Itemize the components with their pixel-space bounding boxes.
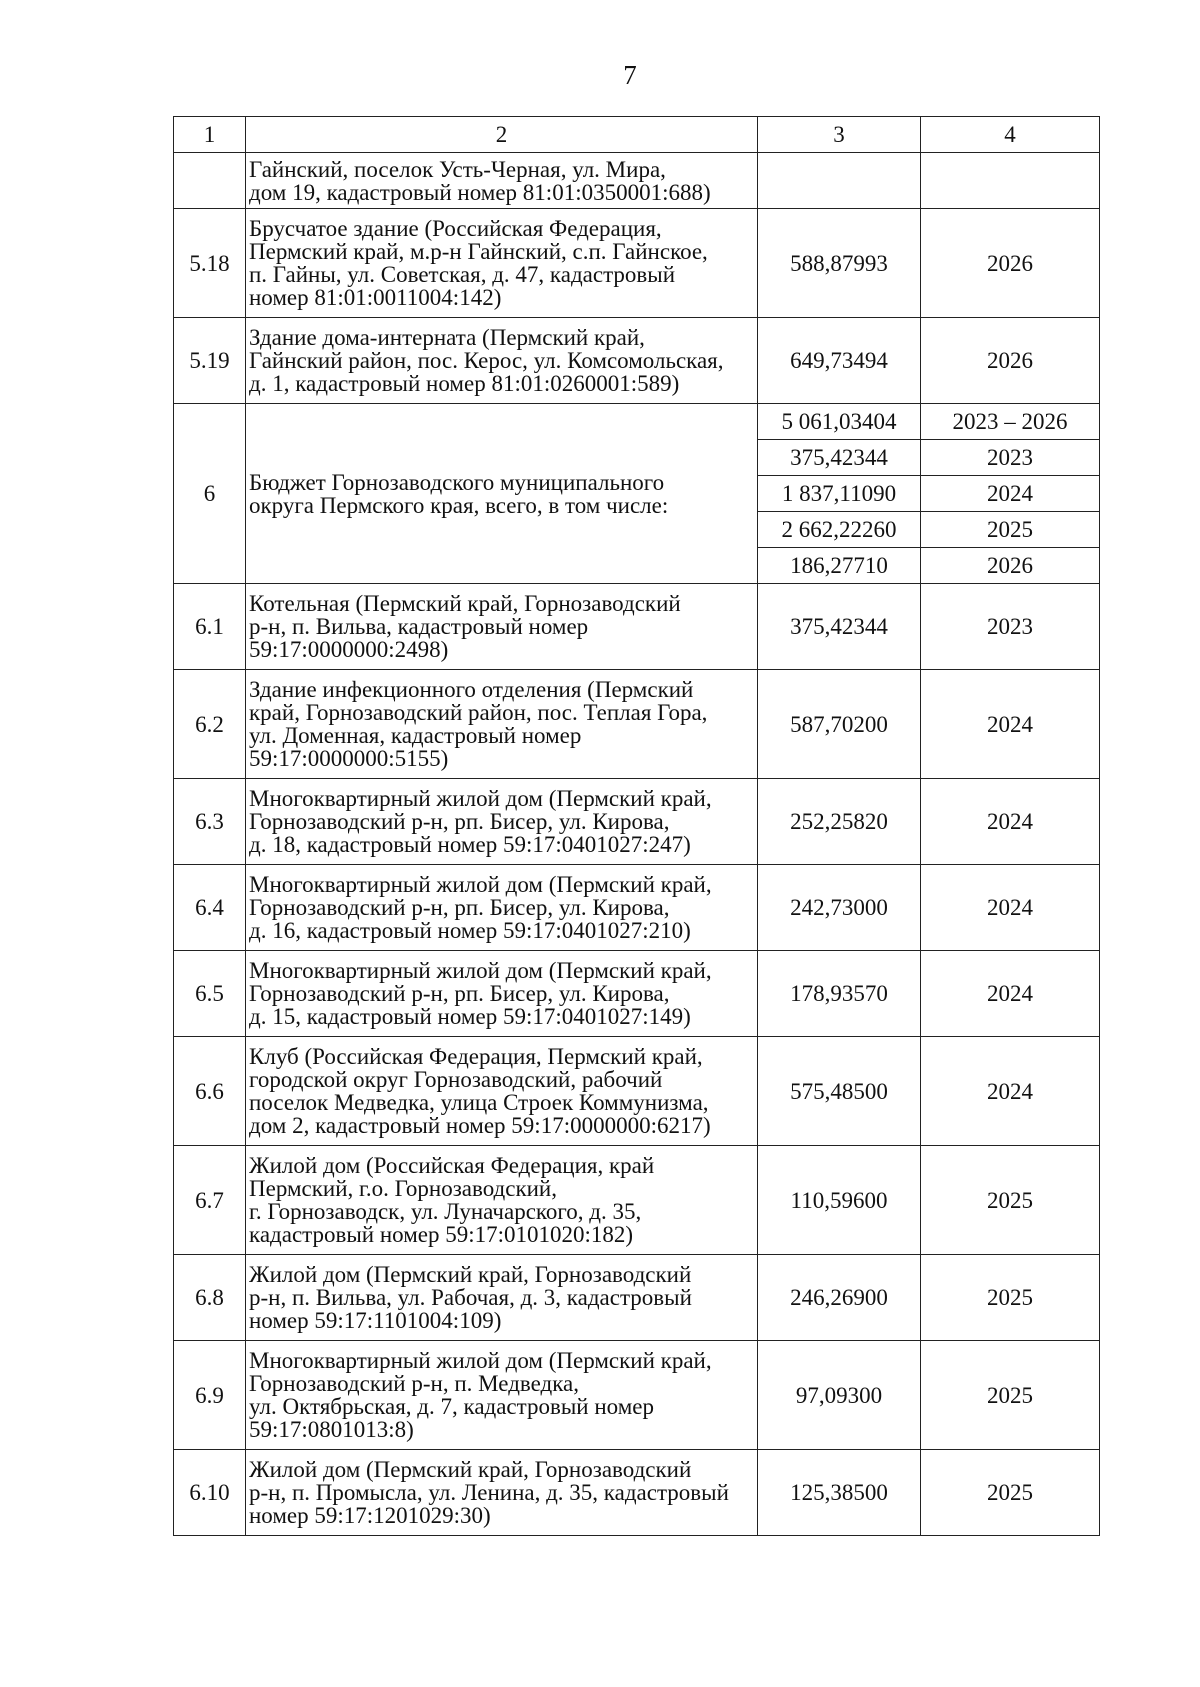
- description-line: Бюджет Горнозаводского муниципального: [249, 469, 665, 495]
- description-line: Многоквартирный жилой дом (Пермский край,: [249, 1348, 712, 1373]
- year-cell: 2025: [921, 512, 1100, 548]
- year-cell: 2025: [921, 1341, 1100, 1450]
- description-line: дом 19, кадастровый номер 81:01:0350001:688): [249, 179, 711, 205]
- table-row: [174, 1146, 1100, 1255]
- description-cell: [246, 779, 758, 865]
- description-line: Пермский край, м.р-н Гайнский, с.п. Гайнское,: [249, 239, 708, 264]
- amount-cell: 97,09300: [758, 1341, 921, 1450]
- amount-cell: 110,59600: [758, 1146, 921, 1255]
- amount-cell: 5 061,03404: [758, 404, 921, 440]
- amount-cell: 2 662,22260: [758, 512, 921, 548]
- description-line: д. 18, кадастровый номер 59:17:0401027:247): [249, 832, 691, 857]
- description-line: Котельная (Пермский край, Горнозаводский: [249, 591, 681, 616]
- description-line: поселок Медведка, улица Строек Коммунизма,: [249, 1090, 709, 1115]
- description-line: округа Пермского края, всего, в том числе:: [249, 492, 669, 518]
- description-line: номер 81:01:0011004:142): [249, 285, 502, 310]
- description-line: Горнозаводский р-н, рп. Бисер, ул. Кирова,: [249, 895, 670, 920]
- year-cell: 2025: [921, 1450, 1100, 1536]
- year-cell: 2024: [921, 1037, 1100, 1146]
- description-line: дом 2, кадастровый номер 59:17:0000000:6217): [249, 1113, 711, 1138]
- description-cell: [246, 404, 758, 584]
- description-line: 59:17:0000000:5155): [249, 746, 449, 771]
- description-line: ул. Доменная, кадастровый номер: [249, 723, 582, 748]
- row-number-cell: 5.18: [174, 209, 246, 318]
- table-row: [174, 865, 1100, 951]
- table-row: [174, 1341, 1100, 1450]
- description-cell: [246, 153, 758, 209]
- description-line: 59:17:0000000:2498): [249, 637, 449, 662]
- table-row: [174, 951, 1100, 1037]
- table-row: [174, 318, 1100, 404]
- description-line: Клуб (Российская Федерация, Пермский край,: [249, 1044, 703, 1069]
- description-line: край, Горнозаводский район, пос. Теплая Гора,: [249, 700, 708, 725]
- description-line: Горнозаводский р-н, рп. Бисер, ул. Кирова,: [249, 809, 670, 834]
- amount-cell: 186,27710: [758, 548, 921, 584]
- description-cell: [246, 1255, 758, 1341]
- table-row: [174, 1037, 1100, 1146]
- year-cell: 2025: [921, 1255, 1100, 1341]
- header-cell: 2: [246, 117, 758, 153]
- amount-cell: [758, 153, 921, 209]
- amount-cell: 242,73000: [758, 865, 921, 951]
- description-cell: [246, 584, 758, 670]
- amount-cell: 649,73494: [758, 318, 921, 404]
- description-cell: [246, 670, 758, 779]
- amount-cell: 1 837,11090: [758, 476, 921, 512]
- year-cell: 2024: [921, 865, 1100, 951]
- description-line: д. 1, кадастровый номер 81:01:0260001:589): [249, 371, 680, 396]
- year-cell: 2026: [921, 548, 1100, 584]
- description-line: Пермский, г.о. Горнозаводский,: [249, 1176, 557, 1201]
- description-line: Горнозаводский р-н, п. Медведка,: [249, 1371, 580, 1396]
- amount-cell: 252,25820: [758, 779, 921, 865]
- description-line: Брусчатое здание (Российская Федерация,: [249, 216, 662, 241]
- year-cell: 2024: [921, 670, 1100, 779]
- row-number-cell: 6.3: [174, 779, 246, 865]
- page-number: 7: [623, 60, 637, 90]
- description-cell: [246, 1341, 758, 1450]
- table-row: [174, 209, 1100, 318]
- year-cell: 2026: [921, 318, 1100, 404]
- table-row: [174, 670, 1100, 779]
- description-line: Многоквартирный жилой дом (Пермский край,: [249, 786, 712, 811]
- description-cell: [246, 865, 758, 951]
- table-row: [174, 404, 1100, 440]
- description-cell: [246, 209, 758, 318]
- year-cell: 2024: [921, 951, 1100, 1037]
- amount-cell: 575,48500: [758, 1037, 921, 1146]
- year-cell: [921, 153, 1100, 209]
- description-cell: [246, 318, 758, 404]
- row-number-cell: 6.9: [174, 1341, 246, 1450]
- description-line: 59:17:0801013:8): [249, 1417, 414, 1442]
- table-row: [174, 153, 1100, 209]
- table-row: [174, 1450, 1100, 1536]
- table-row: [174, 779, 1100, 865]
- description-line: Гайнский район, пос. Керос, ул. Комсомольская,: [249, 348, 724, 373]
- amount-cell: 178,93570: [758, 951, 921, 1037]
- table-row: [174, 584, 1100, 670]
- row-number-cell: 6.2: [174, 670, 246, 779]
- row-number-cell: 5.19: [174, 318, 246, 404]
- row-number-cell: 6.10: [174, 1450, 246, 1536]
- header-cell: 3: [758, 117, 921, 153]
- row-number-cell: 6.4: [174, 865, 246, 951]
- description-cell: [246, 1146, 758, 1255]
- year-cell: 2023: [921, 440, 1100, 476]
- row-number-cell: 6: [174, 404, 246, 584]
- description-line: Горнозаводский р-н, рп. Бисер, ул. Кирова,: [249, 981, 670, 1006]
- description-line: Жилой дом (Пермский край, Горнозаводский: [249, 1262, 692, 1287]
- description-line: п. Гайны, ул. Советская, д. 47, кадастровый: [249, 262, 676, 287]
- row-number-cell: 6.6: [174, 1037, 246, 1146]
- description-line: Многоквартирный жилой дом (Пермский край,: [249, 872, 712, 897]
- description-line: Здание дома-интерната (Пермский край,: [249, 325, 645, 350]
- year-cell: 2023 – 2026: [921, 404, 1100, 440]
- description-line: Здание инфекционного отделения (Пермский: [249, 677, 694, 702]
- description-cell: [246, 1037, 758, 1146]
- description-line: кадастровый номер 59:17:0101020:182): [249, 1222, 634, 1247]
- description-line: р-н, п. Вильва, ул. Рабочая, д. 3, кадастровый: [249, 1285, 692, 1310]
- description-line: р-н, п. Вильва, кадастровый номер: [249, 614, 589, 639]
- year-cell: 2024: [921, 476, 1100, 512]
- description-line: номер 59:17:1201029:30): [249, 1503, 491, 1528]
- year-cell: 2024: [921, 779, 1100, 865]
- amount-cell: 587,70200: [758, 670, 921, 779]
- description-line: г. Горнозаводск, ул. Луначарского, д. 35,: [249, 1199, 642, 1224]
- row-number-cell: 6.8: [174, 1255, 246, 1341]
- header-cell: 4: [921, 117, 1100, 153]
- row-number-cell: 6.5: [174, 951, 246, 1037]
- header-cell: 1: [174, 117, 246, 153]
- table-row: [174, 1255, 1100, 1341]
- year-cell: 2023: [921, 584, 1100, 670]
- header-row: [174, 117, 1100, 153]
- description-line: номер 59:17:1101004:109): [249, 1308, 502, 1333]
- year-cell: 2026: [921, 209, 1100, 318]
- year-cell: 2025: [921, 1146, 1100, 1255]
- description-line: Гайнский, поселок Усть-Черная, ул. Мира,: [249, 156, 666, 182]
- description-line: д. 15, кадастровый номер 59:17:0401027:149): [249, 1004, 691, 1029]
- amount-cell: 375,42344: [758, 440, 921, 476]
- description-line: Многоквартирный жилой дом (Пермский край,: [249, 958, 712, 983]
- description-line: д. 16, кадастровый номер 59:17:0401027:210): [249, 918, 691, 943]
- description-line: ул. Октябрьская, д. 7, кадастровый номер: [249, 1394, 654, 1419]
- description-line: городской округ Горнозаводский, рабочий: [249, 1067, 663, 1092]
- row-number-cell: 6.1: [174, 584, 246, 670]
- amount-cell: 125,38500: [758, 1450, 921, 1536]
- amount-cell: 588,87993: [758, 209, 921, 318]
- row-number-cell: 6.7: [174, 1146, 246, 1255]
- row-number-cell: [174, 153, 246, 209]
- description-line: р-н, п. Промысла, ул. Ленина, д. 35, кадастровый: [249, 1480, 729, 1505]
- amount-cell: 375,42344: [758, 584, 921, 670]
- description-line: Жилой дом (Российская Федерация, край: [249, 1153, 655, 1178]
- amount-cell: 246,26900: [758, 1255, 921, 1341]
- description-line: Жилой дом (Пермский край, Горнозаводский: [249, 1457, 692, 1482]
- description-cell: [246, 1450, 758, 1536]
- description-cell: [246, 951, 758, 1037]
- data-table: [173, 116, 1100, 1536]
